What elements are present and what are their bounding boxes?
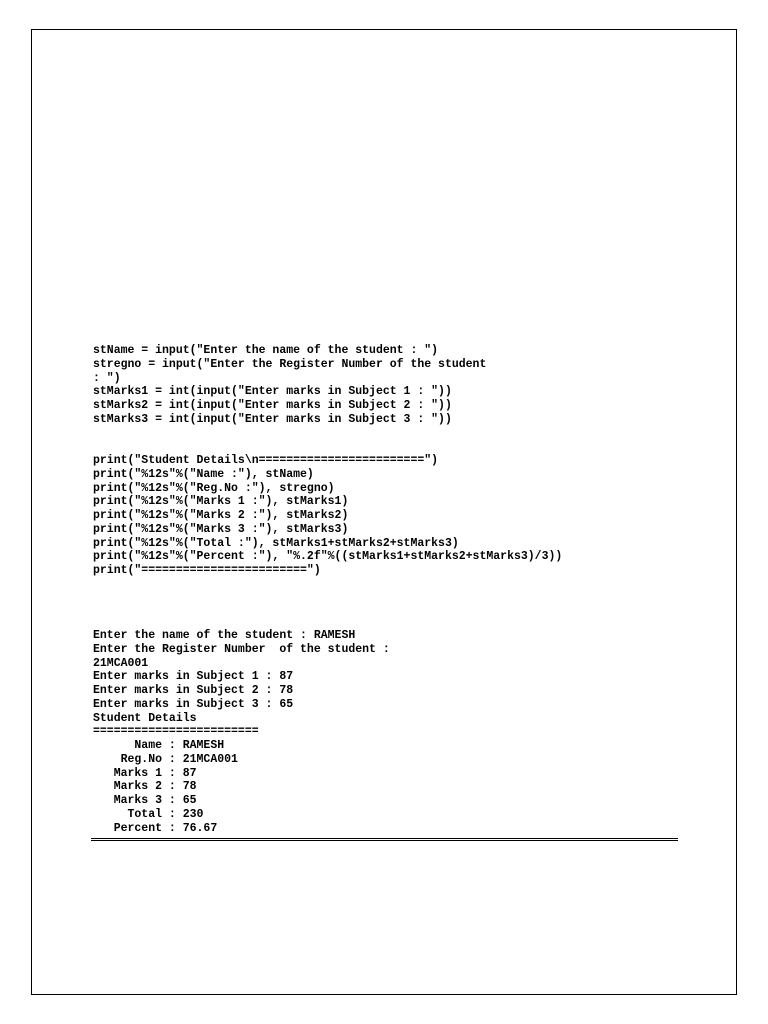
output-line: Enter marks in Subject 3 : 65 <box>93 697 294 711</box>
code-line: stMarks1 = int(input("Enter marks in Subject 1 : ")) <box>93 385 452 399</box>
code-line: print("%12s"%("Marks 2 :"), stMarks2) <box>93 509 349 522</box>
output-line: Reg.No : 21MCA001 <box>93 752 238 766</box>
code-line: print("%12s"%("Marks 1 :"), stMarks1) <box>93 495 349 509</box>
code-line: stName = input("Enter the name of the student : ") <box>93 344 439 357</box>
output-end-double-rule <box>91 838 678 841</box>
output-line: ======================== <box>93 725 259 739</box>
print-code-block <box>93 454 562 578</box>
code-line: stregno = input("Enter the Register Number of the student <box>93 357 487 371</box>
program-output-block <box>93 629 390 835</box>
code-line: print("========================") <box>93 564 321 577</box>
output-line: Enter the Register Number of the student : <box>93 642 390 656</box>
output-line: Enter marks in Subject 1 : 87 <box>93 670 294 684</box>
output-line: Name : RAMESH <box>93 739 225 752</box>
code-line: print("%12s"%("Percent :"), "%.2f"%((stMarks1+stMarks2+stMarks3)/3)) <box>93 550 563 564</box>
output-line: 21MCA001 <box>93 656 149 670</box>
output-line: Marks 1 : 87 <box>93 766 197 780</box>
output-line: Student Details <box>93 711 197 725</box>
output-line: Marks 2 : 78 <box>93 780 197 794</box>
code-line: print("%12s"%("Reg.No :"), stregno) <box>93 481 335 495</box>
output-line: Enter the name of the student : RAMESH <box>93 629 356 642</box>
code-line: stMarks3 = int(input("Enter marks in Subject 3 : ")) <box>93 412 452 426</box>
code-line: print("%12s"%("Marks 3 :"), stMarks3) <box>93 522 349 536</box>
output-line: Enter marks in Subject 2 : 78 <box>93 684 294 697</box>
output-line: Marks 3 : 65 <box>93 794 197 807</box>
code-line: print("%12s"%("Total :"), stMarks1+stMarks2+stMarks3) <box>93 536 459 550</box>
code-line: : ") <box>93 371 121 385</box>
code-line: print("%12s"%("Name :"), stName) <box>93 467 314 481</box>
output-line: Percent : 76.67 <box>93 821 218 835</box>
code-line: print("Student Details\n========================") <box>93 454 439 467</box>
output-line: Total : 230 <box>93 807 204 821</box>
code-line: stMarks2 = int(input("Enter marks in Subject 2 : ")) <box>93 399 452 412</box>
input-code-block <box>93 344 486 427</box>
